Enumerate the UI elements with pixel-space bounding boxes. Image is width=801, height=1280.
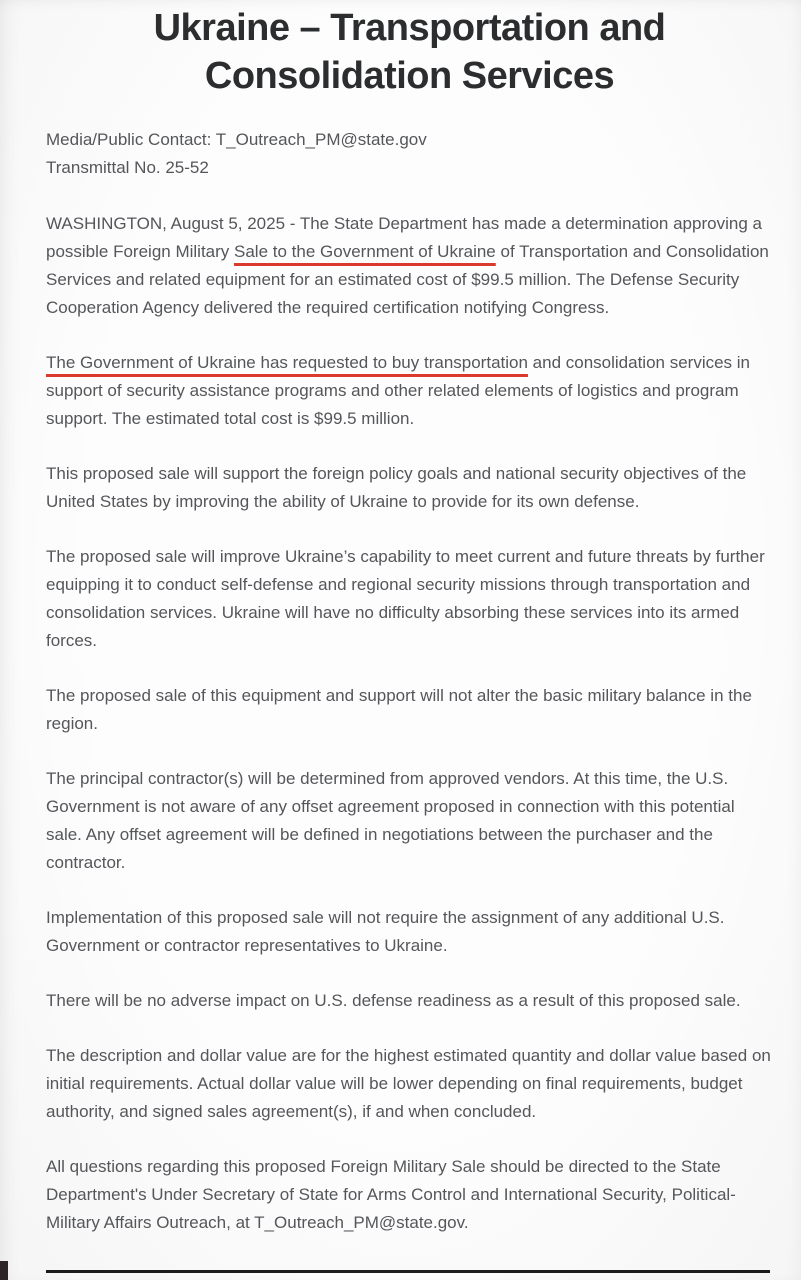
paragraph-2-post: and consolidation services in support of security assistance programs and other related elements of logistics and program support. The estimated total cost is $99.5 million. xyxy=(46,353,751,428)
paragraph-5: The proposed sale of this equipment and support will not alter the basic military balance in the region. xyxy=(46,686,752,733)
paragraph-10: All questions regarding this proposed Foreign Military Sale should be directed to the State Department's Under Secretary of State for Arms Control and International Security, Political-Military Affairs Outreach, at T_Outreach_PM@state.gov. xyxy=(46,1157,736,1232)
page-title-line2: Consolidation Services xyxy=(204,55,615,97)
bottom-divider xyxy=(46,1270,770,1273)
media-contact-line xyxy=(46,126,773,154)
paragraph-7: Implementation of this proposed sale will not require the assignment of any additional U.S. Government or contractor representatives to Ukraine. xyxy=(46,908,725,955)
paragraph-8: There will be no adverse impact on U.S. defense readiness as a result of this proposed sale. xyxy=(46,991,741,1010)
paragraph-9: The description and dollar value are for the highest estimated quantity and dollar value based on initial requirements. Actual dollar value will be lower depending on final requirements, budget authority, and signed sales agreement(s), if and when concluded. xyxy=(46,1046,771,1121)
paragraph-1-pre: WASHINGTON, August 5, 2025 - The State Department has made a determination approving a possible Foreign Military xyxy=(46,214,762,261)
paragraph-3: This proposed sale will support the foreign policy goals and national security objectives of the United States by improving the ability of Ukraine to provide for its own defense. xyxy=(46,464,747,511)
paragraph-4: The proposed sale will improve Ukraine’s capability to meet current and future threats by further equipping it to conduct self-defense and regional security missions through transportation and consolidation services. Ukraine will have no difficulty absorbing these services into its armed forces. xyxy=(46,547,765,650)
transmittal-number: Transmittal No. 25-52 xyxy=(46,158,209,177)
document-body xyxy=(46,210,773,1237)
page-title-line1: Ukraine – Transportation and xyxy=(153,7,666,49)
media-contact-email: T_Outreach_PM@state.gov xyxy=(215,130,427,149)
red-underlined-phrase: The Government of Ukraine has requested to buy transportation xyxy=(46,353,528,372)
red-underlined-phrase: Sale to the Government of Ukraine xyxy=(234,242,496,261)
paragraph-1 xyxy=(46,210,773,322)
media-contact-label: Media/Public Contact: xyxy=(46,130,216,149)
corner-artifact xyxy=(0,1261,8,1280)
page-title xyxy=(46,4,773,100)
paragraph-6: The principal contractor(s) will be determined from approved vendors. At this time, the U.S. Government is not aware of any offset agreement proposed in connection with this potential sale. Any offset agreement will be defined in negotiations between the purchaser and the contractor. xyxy=(46,769,735,872)
document-meta xyxy=(46,126,773,182)
paragraph-2 xyxy=(46,349,773,433)
paragraph-1-post: of Transportation and Consolidation Services and related equipment for an estimated cost of $99.5 million. The Defense Security Cooperation Agency delivered the required certification notifying Congress. xyxy=(46,242,769,317)
